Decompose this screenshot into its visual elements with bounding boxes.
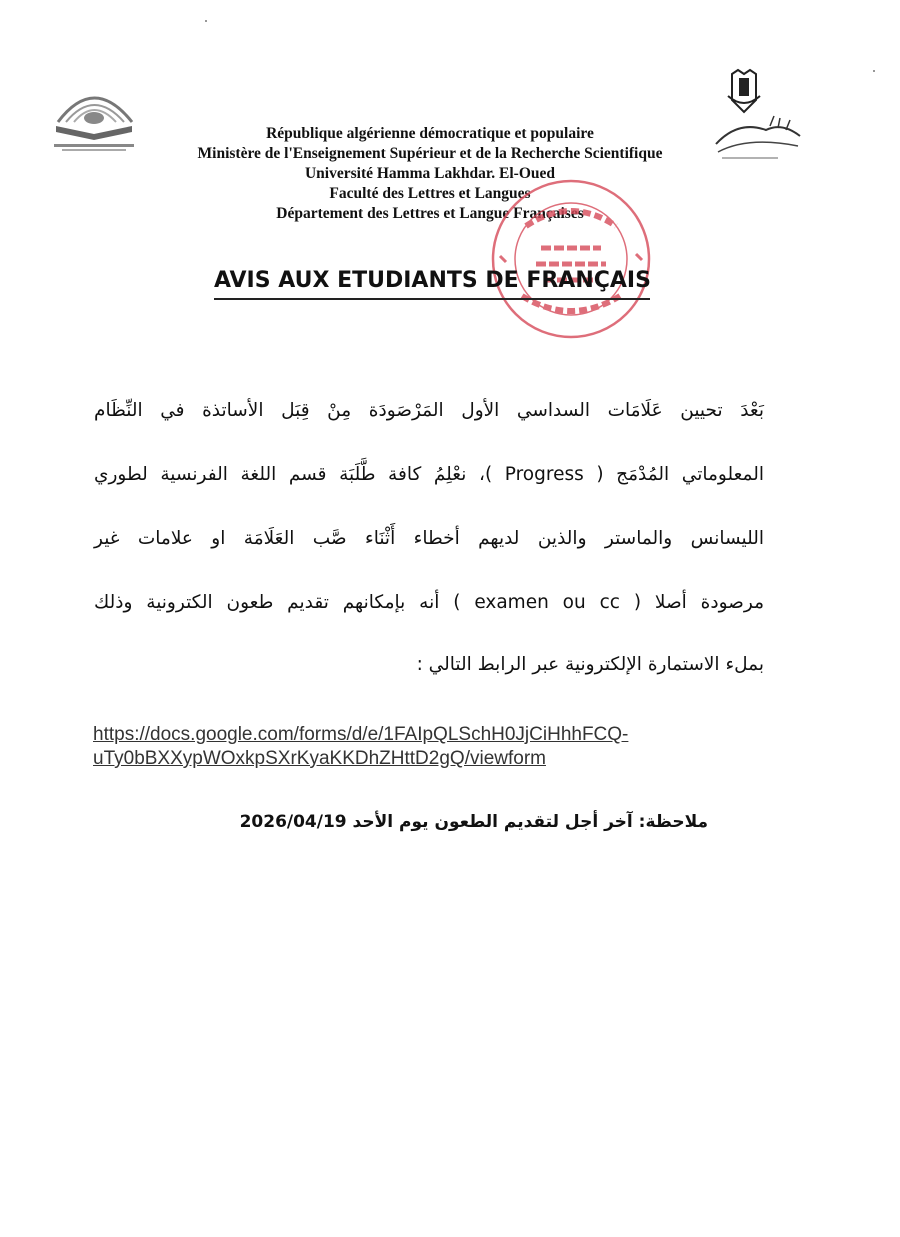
form-link-line-2[interactable]: uTy0bBXXypWOxkpSXrKyaKKDhZHttD2gQ/viewform xyxy=(93,748,546,769)
faculty-logo xyxy=(708,66,806,164)
body-line-5: بملء الاستمارة الإلكترونية عبر الرابط التالي : xyxy=(416,654,764,675)
university-logo xyxy=(48,82,140,154)
header-faculty: Faculté des Lettres et Langues xyxy=(329,185,531,202)
notice-title: AVIS AUX ETUDIANTS DE FRANÇAIS xyxy=(214,268,651,293)
deadline-note: ملاحظة: آخر أجل لتقديم الطعون يوم الأحد 2026/04/19 xyxy=(239,812,708,832)
title-underline xyxy=(214,298,650,300)
header-university: Université Hamma Lakhdar. El-Oued xyxy=(304,165,556,182)
form-link[interactable] xyxy=(93,723,713,771)
department-stamp xyxy=(486,176,656,342)
scan-speck xyxy=(873,70,875,72)
body-line-4: مرصودة أصلا ( examen ou cc ) أنه بإمكانهم تقديم طعون الكترونية وذلك xyxy=(94,592,764,613)
body-line-3: الليسانس والماستر والذين لديهم أخطاء أَثْنَاء صَّب العَلَامَة او علامات غير xyxy=(94,528,764,549)
body-line-1: بَعْدَ تحيين عَلَامَات السداسي الأول المَرْصَودَة مِنْ قِبَل الأساتذة في النِّظَام xyxy=(94,400,764,421)
form-link-line-1[interactable]: https://docs.google.com/forms/d/e/1FAIpQLSchH0JjCiHhhFCQ- xyxy=(93,724,629,745)
header-republic: République algérienne démocratique et populaire xyxy=(266,125,594,142)
header-ministry: Ministère de l'Enseignement Supérieur et de la Recherche Scientifique xyxy=(197,145,663,162)
header-department: Département des Lettres et Langue Françaises xyxy=(276,205,584,222)
scan-speck xyxy=(205,20,207,22)
body-line-2: المعلوماتي المُدْمَج ( Progress )، نعْلِمُ كافة طَّلَبَة قسم اللغة الفرنسية لطوري xyxy=(94,464,764,485)
